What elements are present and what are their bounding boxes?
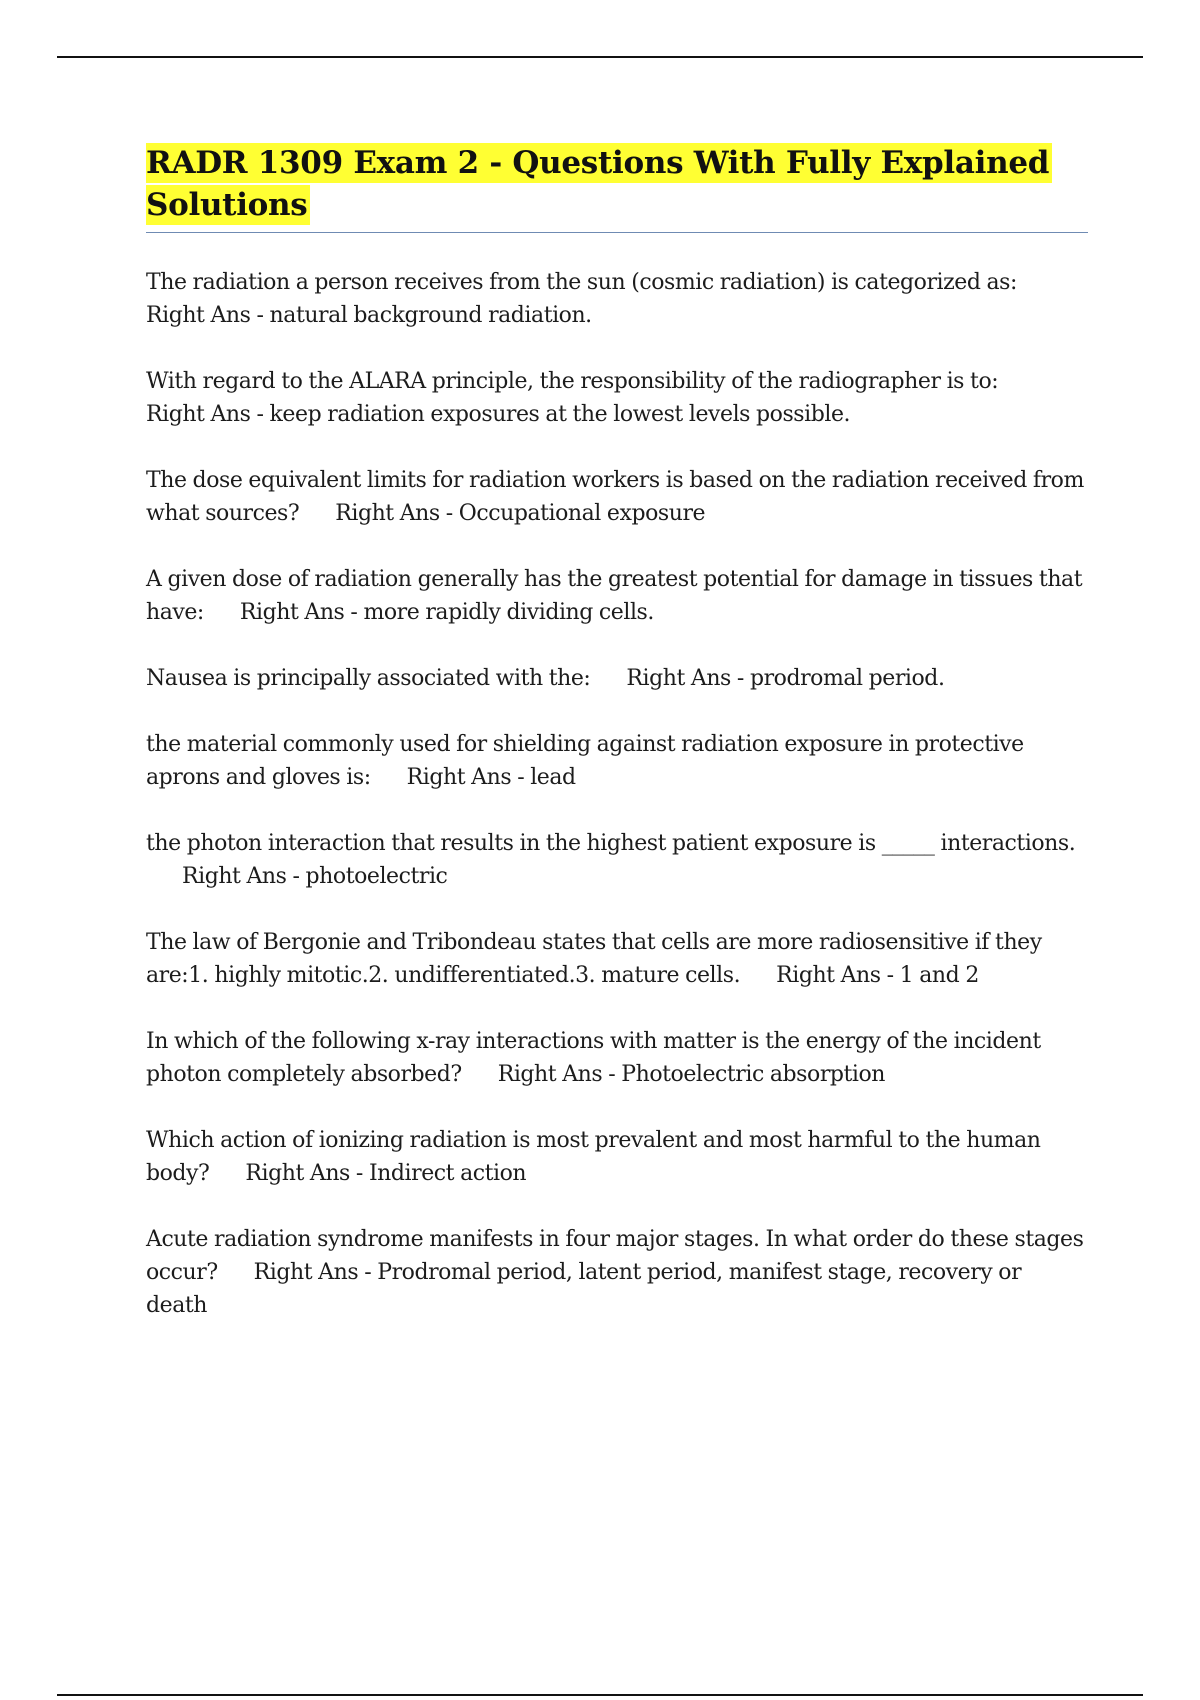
- answer-text: Right Ans - photoelectric: [182, 864, 448, 889]
- qa-item: [146, 662, 1088, 695]
- answer-text: Right Ans - Occupational exposure: [335, 501, 706, 526]
- qa-item: [146, 827, 1088, 893]
- title-block: [146, 142, 1088, 233]
- answer-text: Right Ans - keep radiation exposures at the lowest levels possible.: [146, 402, 851, 427]
- question-text: The radiation a person receives from the sun (cosmic radiation) is categorized as:: [146, 270, 1017, 295]
- qa-item: [146, 464, 1088, 530]
- answer-text: Right Ans - Prodromal period, latent period, manifest stage, recovery or death: [146, 1260, 1022, 1318]
- question-text: Which action of ionizing radiation is most prevalent and most harmful to the human body?: [146, 1128, 1041, 1186]
- qa-list: [146, 266, 1088, 1322]
- document-title-text: RADR 1309 Exam 2 - Questions With Fully Explained Solutions: [146, 143, 1052, 225]
- page-bottom-rule: [57, 1694, 1143, 1696]
- question-text: The law of Bergonie and Tribondeau states that cells are more radiosensitive if they are:1. highly mitotic.2. undifferentiated.3. mature cells.: [146, 930, 1042, 988]
- answer-text: Right Ans - prodromal period.: [626, 666, 945, 691]
- qa-item: [146, 1025, 1088, 1091]
- answer-text: Right Ans - 1 and 2: [776, 963, 979, 988]
- question-text: Acute radiation syndrome manifests in four major stages. In what order do these stages occur?: [146, 1227, 1084, 1285]
- answer-text: Right Ans - Photoelectric absorption: [497, 1062, 886, 1087]
- qa-item: [146, 728, 1088, 794]
- question-text: the photon interaction that results in the highest patient exposure is _____ interactions.: [146, 831, 1076, 856]
- answer-text: Right Ans - more rapidly dividing cells.: [239, 600, 654, 625]
- question-text: In which of the following x-ray interactions with matter is the energy of the incident photon completely absorbed?: [146, 1029, 1041, 1087]
- qa-item: [146, 926, 1088, 992]
- qa-item: [146, 1223, 1088, 1322]
- answer-text: Right Ans - natural background radiation.: [146, 303, 592, 328]
- document-title: [146, 142, 1088, 226]
- question-text: The dose equivalent limits for radiation workers is based on the radiation received from what sources?: [146, 468, 1084, 526]
- qa-item: [146, 563, 1088, 629]
- question-text: A given dose of radiation generally has the greatest potential for damage in tissues that have:: [146, 567, 1083, 625]
- document-body: [146, 142, 1088, 1355]
- question-text: Nausea is principally associated with the:: [146, 666, 591, 691]
- qa-item: [146, 365, 1088, 431]
- qa-item: [146, 1124, 1088, 1190]
- qa-item: [146, 266, 1088, 332]
- page-top-rule: [57, 56, 1143, 58]
- answer-text: Right Ans - lead: [406, 765, 576, 790]
- question-text: the material commonly used for shielding against radiation exposure in protective aprons and gloves is:: [146, 732, 1024, 790]
- question-text: With regard to the ALARA principle, the responsibility of the radiographer is to:: [146, 369, 999, 394]
- answer-text: Right Ans - Indirect action: [245, 1161, 527, 1186]
